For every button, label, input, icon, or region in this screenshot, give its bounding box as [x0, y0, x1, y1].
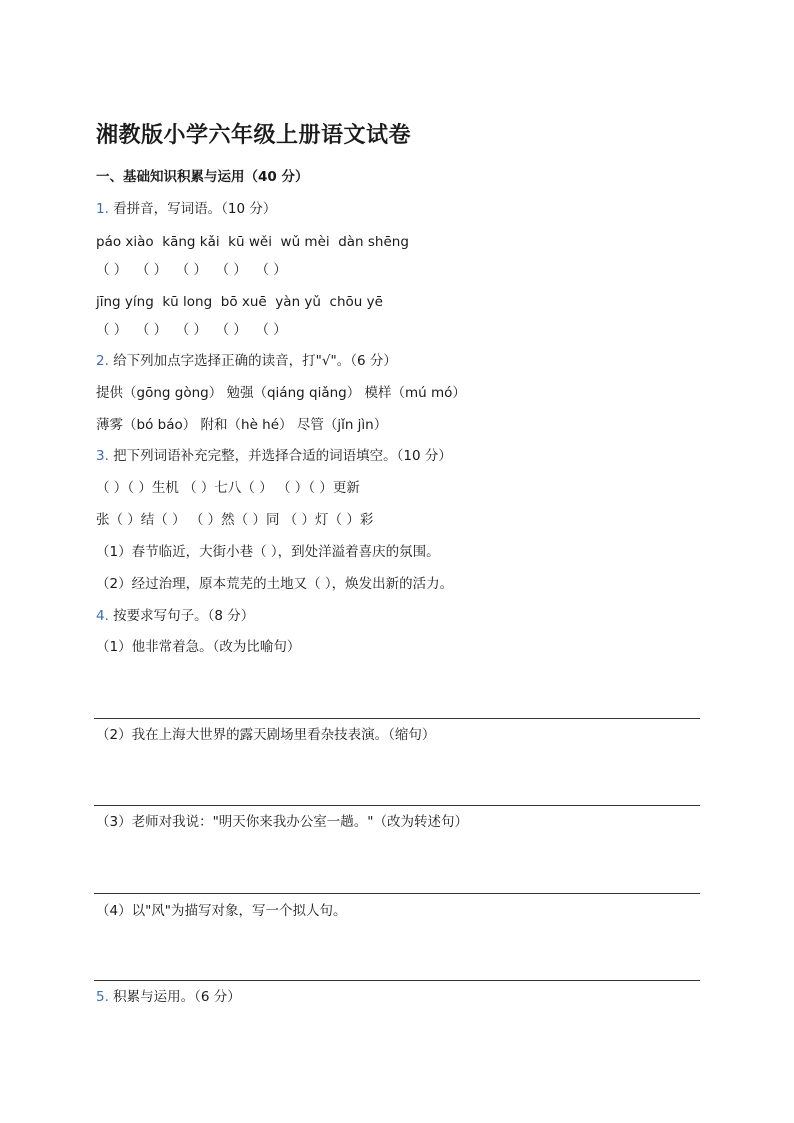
question-number: 1.: [96, 201, 109, 217]
question-text: 把下列词语补充完整，并选择合适的词语填空。（10 分）: [108, 448, 452, 464]
question-text: 看拼音，写词语。（10 分）: [108, 201, 277, 217]
question-text: 积累与运用。（6 分）: [108, 989, 241, 1005]
page-title: 湘教版小学六年级上册语文试卷: [96, 123, 412, 148]
question-1: [96, 200, 276, 218]
answer-area-1[interactable]: [96, 660, 696, 716]
question-text: 按要求写句子。（8 分）: [108, 608, 255, 624]
section-heading: 一、基础知识积累与运用（40 分）: [96, 169, 309, 185]
idiom-row-2: 张（ ）结（ ） （ ）然（ ）同 （ ）灯（ ）彩: [96, 512, 374, 528]
answer-line-2: [94, 805, 700, 806]
question-5: [96, 988, 241, 1006]
question-4: [96, 607, 254, 625]
answer-area-4[interactable]: [96, 924, 696, 978]
answer-area-2[interactable]: [96, 748, 696, 804]
fill-sentence-1: （1）春节临近，大街小巷（ ），到处洋溢着喜庆的氛围。: [96, 544, 440, 560]
pinyin-row-1: páo xiào kāng kǎi kū wěi wǔ mèi dàn shēng: [96, 234, 409, 250]
question-3: [96, 447, 452, 465]
answer-blanks-row-1: （ ） （ ） （ ） （ ） （ ）: [96, 262, 287, 278]
answer-line-3: [94, 893, 700, 894]
pinyin-row-2: jīng yíng kū long bō xuē yàn yǔ chōu yē: [96, 294, 383, 310]
rewrite-task-2: （2）我在上海大世界的露天剧场里看杂技表演。（缩句）: [96, 727, 436, 743]
question-number: 5.: [96, 989, 109, 1005]
question-number: 4.: [96, 608, 109, 624]
idiom-row-1: （ ）（ ）生机 （ ）七八（ ） （ ）（ ）更新: [96, 480, 360, 496]
question-text: 给下列加点字选择正确的读音，打"√"。（6 分）: [108, 353, 397, 369]
rewrite-task-4: （4）以"风"为描写对象，写一个拟人句。: [96, 903, 347, 919]
answer-line-4: [94, 980, 700, 981]
rewrite-task-3: （3）老师对我说："明天你来我办公室一趟。"（改为转述句）: [96, 814, 469, 830]
pronunciation-row-1: 提供（gōng gòng） 勉强（qiáng qiǎng） 模样（mú mó）: [96, 385, 466, 401]
pronunciation-row-2: 薄雾（bó báo） 附和（hè hé） 尽管（jǐn jìn）: [96, 417, 388, 433]
question-number: 2.: [96, 353, 109, 369]
question-2: [96, 352, 397, 370]
answer-area-3[interactable]: [96, 835, 696, 891]
question-number: 3.: [96, 448, 109, 464]
rewrite-task-1: （1）他非常着急。（改为比喻句）: [96, 639, 301, 655]
fill-sentence-2: （2）经过治理，原本荒芜的土地又（ ），焕发出新的活力。: [96, 576, 454, 592]
answer-blanks-row-2: （ ） （ ） （ ） （ ） （ ）: [96, 322, 287, 338]
answer-line-1: [94, 718, 700, 719]
